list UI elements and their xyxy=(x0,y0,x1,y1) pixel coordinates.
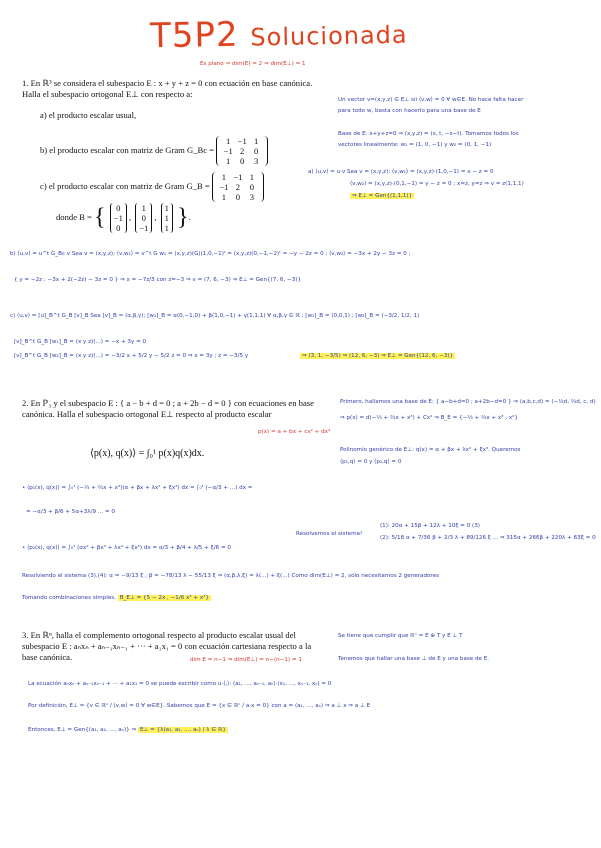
p1-c-solution-1: c) ⟨u,v⟩ = [u]_B^t G_B [v]_B Sea [v]_B = (α,β,γ); [w₁]_B = α(0,−1,0) + β(1,0,−1) + γ(1,1,1) ∀ α,β,γ ∈ ℝ ; [w₁]_B = (0,0,1) ; [w₂]_B = (−3/2, 1/2, 1) xyxy=(10,313,420,319)
p3-line-3: Entonces, E⊥ = Gen{(a₁, a₂, ..., aₙ)} ⇒ E⊥ = {λ(a₁, a₂, ..., aₙ) / λ ∈ ℝ} xyxy=(28,727,226,733)
p2-result-1: Resolviendo el sistema (3),(4): α = −9/13 ξ ; β = −78/13 λ − 55/13 ξ ⇒ (α,β,λ,ξ) = λ(...) + ξ(...) Como dim(E⊥) = 2, sólo necesitamos 2 generadores xyxy=(22,573,439,579)
p2-note-2: ⇒ p(x) = d(−⅓ + ⅔x + x³) + Cx² ⇒ B_E = {−⅓ + ⅔x + x³ , x²} xyxy=(340,415,518,421)
p2-result-2: Tomando combinaciones simples, B_E⊥ = {5 − 2x , −1/6 x³ + x²} xyxy=(22,595,209,601)
p3-note-2: Tenemos que hallar una base ⊥ de E y una base de E. xyxy=(338,656,490,662)
gram-matrix-b: 1 −1 1 −1 2 0 1 0 3 xyxy=(212,172,264,202)
p1-note-2: para todo w, basta con hacerlo para una base de E xyxy=(338,108,481,114)
p1-c-solution-2: [v]_B^t G_B [w₁]_B = (x y z)(...) = −x + 3y = 0 xyxy=(14,339,147,345)
p2-calc-1: • ⟨p₁(x), q(x)⟩ = ∫₀¹ (−⅓ + ⅔x + x³)(α + βx + λx² + ξx³) dx = ∫₀¹ (−α/3 + ...) dx = xyxy=(22,485,253,491)
p1-c-solution-3: [v]_B^t G_B [w₂]_B = (x y z)(...) = −3/2 x + 5/2 y − 5/2 z = 0 ⇒ x = 3y ; z = −3/5 y xyxy=(14,353,249,359)
p3-line-2: Por definición, E⊥ = {v ∈ ℝⁿ / ⟨v,w⟩ = 0 ∀ w∈E}. Sabemos que E = {x ∈ ℝⁿ / a·x = 0} con a = (a₁, ..., aₙ) ⇒ a ⊥ x ⇒ a ⊥ E xyxy=(28,703,371,709)
p2-final-basis: B_E⊥ = {5 − 2x , −1/6 x³ + x²} xyxy=(119,595,209,601)
p2-calc-3: • ⟨p₂(x), q(x)⟩ = ∫₀¹ (αx² + βx³ + λx⁴ + ξx⁵) dx = α/3 + β/4 + λ/5 + ξ/6 = 0 xyxy=(22,545,231,551)
basis-vector-2: 1 0 −1 xyxy=(135,203,152,233)
p1-part-c: c) el producto escalar con matriz de Gram G_B = 1 −1 1 −1 2 0 1 0 3 xyxy=(40,172,264,202)
p1-note-a2: ⟨v,w₂⟩ = (x,y,z)·(0,1,−1) = y − z = 0 ; x=z, y=z ⇒ v = z(1,1,1) xyxy=(350,181,524,187)
p2-side-2: (2): 5/18 α + 7/36 β + 2/3 λ + 89/126 ξ ... ⇒ 315α + 266β + 220λ + 63ξ = 0 xyxy=(380,535,596,541)
p3-final-result: E⊥ = {λ(a₁, a₂, ..., aₙ) / λ ∈ ℝ} xyxy=(139,727,226,733)
p2-calc-2: = −α/3 + β/6 + 5α+3λ/9 ... = 0 xyxy=(26,509,115,515)
page-title: T5P2 Solucionada xyxy=(149,14,408,57)
p1-part-a: a) el producto escalar usual, xyxy=(40,110,137,120)
p1-note-1: Un vector v=(x,y,z) ∈ E⊥ sii ⟨v,w⟩ = 0 ∀ w∈E. No hace falta hacer xyxy=(338,97,524,103)
p1-note-3: Base de E: x+y+z=0 ⇒ (x,y,z) = (s, t, −s−t). Tomamos todos los xyxy=(338,131,519,137)
p1-result-a: ⇒ E⊥ = Gen{(1,1,1)} xyxy=(352,193,413,199)
p2-statement: 2. En ℙ₃ y el subespacio E : { a − b + d = 0 ; a + 2b − d = 0 } con ecuaciones en base canónica. Halla el subespacio ortogonal E⊥ respecto al producto escalar xyxy=(22,398,314,419)
p1-annotation: Es plano ⇒ dim(E) = 2 ⇒ dim(E⊥) = 1 xyxy=(200,61,306,67)
p1-b-solution-1: b) ⟨u,v⟩ = u^t G_Bc v Sea v = (x,y,z); ⟨v,w₁⟩ = v^t G w₁ = (x,y,z)(G)(1,0,−1)ᵗ = (x,y,z)(0,−1,−2)ᵗ = −y − 2z = 0 ; ⟨v,w₂⟩ = −3x + 2y − 3z = 0 ; xyxy=(10,251,411,257)
basis-vector-1: 0 −1 0 xyxy=(110,203,127,233)
p3-note-1: Se tiene que cumplir que ℝⁿ = E ⊕ T y E ⊥ T xyxy=(338,633,463,639)
p1-note-4: vectores linealmente: w₁ = (1, 0, −1) y w₂ = (0, 1, −1) xyxy=(338,142,492,148)
p1-basis: donde B = { 0 −1 0 , 1 0 −1 , 1 1 1 }. xyxy=(56,203,191,233)
p2-note-4: ⟨p₁,q⟩ = 0 y ⟨p₂,q⟩ = 0 xyxy=(340,459,402,465)
p2-system-note: Resolvemos el sistema! xyxy=(296,531,363,537)
gram-matrix-bc: 1 −1 1 −1 2 0 1 0 3 xyxy=(216,136,268,166)
p1-statement: 1. En ℝ³ se considera el subespacio E : x + y + z = 0 con ecuación en base canónica. Halla el subespacio ortogonal E⊥ con respecto a: xyxy=(22,78,313,99)
p2-side-1: (1): 20α + 15β + 12λ + 10ξ = 0 (3) xyxy=(380,523,480,529)
p3-annotation: dim E = n−1 ⇒ dim(E⊥) = n−(n−1) = 1 xyxy=(190,657,302,663)
p1-result-c: ⇒ (3, 1, −3/5) ⇒ (12, 6, −3) ⇒ E⊥ = Gen{(12, 6, −3)} xyxy=(302,353,454,359)
p3-line-1: La ecuación aₙxₙ + aₙ₋₁xₙ₋₁ + ··· + a₁x₁ = 0 se puede escribir como u·⟨,⟩: (a₁, ..., aₙ₋₁, aₙ)·(x₁, ..., xₙ₋₁, xₙ) = 0 xyxy=(28,681,332,687)
p2-note-1: Primero, hallamos una base de E: { a−b+d=0 ; a+2b−d=0 } ⇒ (a,b,c,d) = (−⅓d, ⅔d, c, d) xyxy=(340,399,596,405)
p2-annotation: p(x) = a + bx + cx² + dx³ xyxy=(258,429,331,435)
p1-b-solution-2: { y = −2z ; −3x + 2(−2z) − 3z = 0 } ⇒ x = −7z/3 con z=−3 ⇒ v = (7, 6, −3) ⇒ E⊥ = Gen{(7, 6, −3)} xyxy=(14,277,301,283)
p2-formula: ⟨p(x), q(x)⟩ = ∫₀¹ p(x)q(x)dx. xyxy=(90,448,205,459)
basis-vector-3: 1 1 1 xyxy=(161,203,173,233)
p3-statement: 3. En ℝⁿ, halla el complemento ortogonal respecto al producto escalar usual del subespacio E : aₙxₙ + aₙ₋₁xₙ₋₁ + ··· + a₁x₁ = 0 con ecuación cartesiana respecto a la base canónica. xyxy=(22,630,312,662)
p1-note-a1: a) ⟨u,v⟩ = u·v Sea v = (x,y,z): ⟨v,w₁⟩ = (x,y,z)·(1,0,−1) = x − z = 0 xyxy=(308,169,494,175)
p1-part-b: b) el producto escalar con matriz de Gram G_Bc = 1 −1 1 −1 2 0 1 0 3 xyxy=(40,136,268,166)
p2-note-3: Polinomio genérico de E⊥: q(x) = α + βx + λx² + ξx³. Queremos xyxy=(340,447,521,453)
